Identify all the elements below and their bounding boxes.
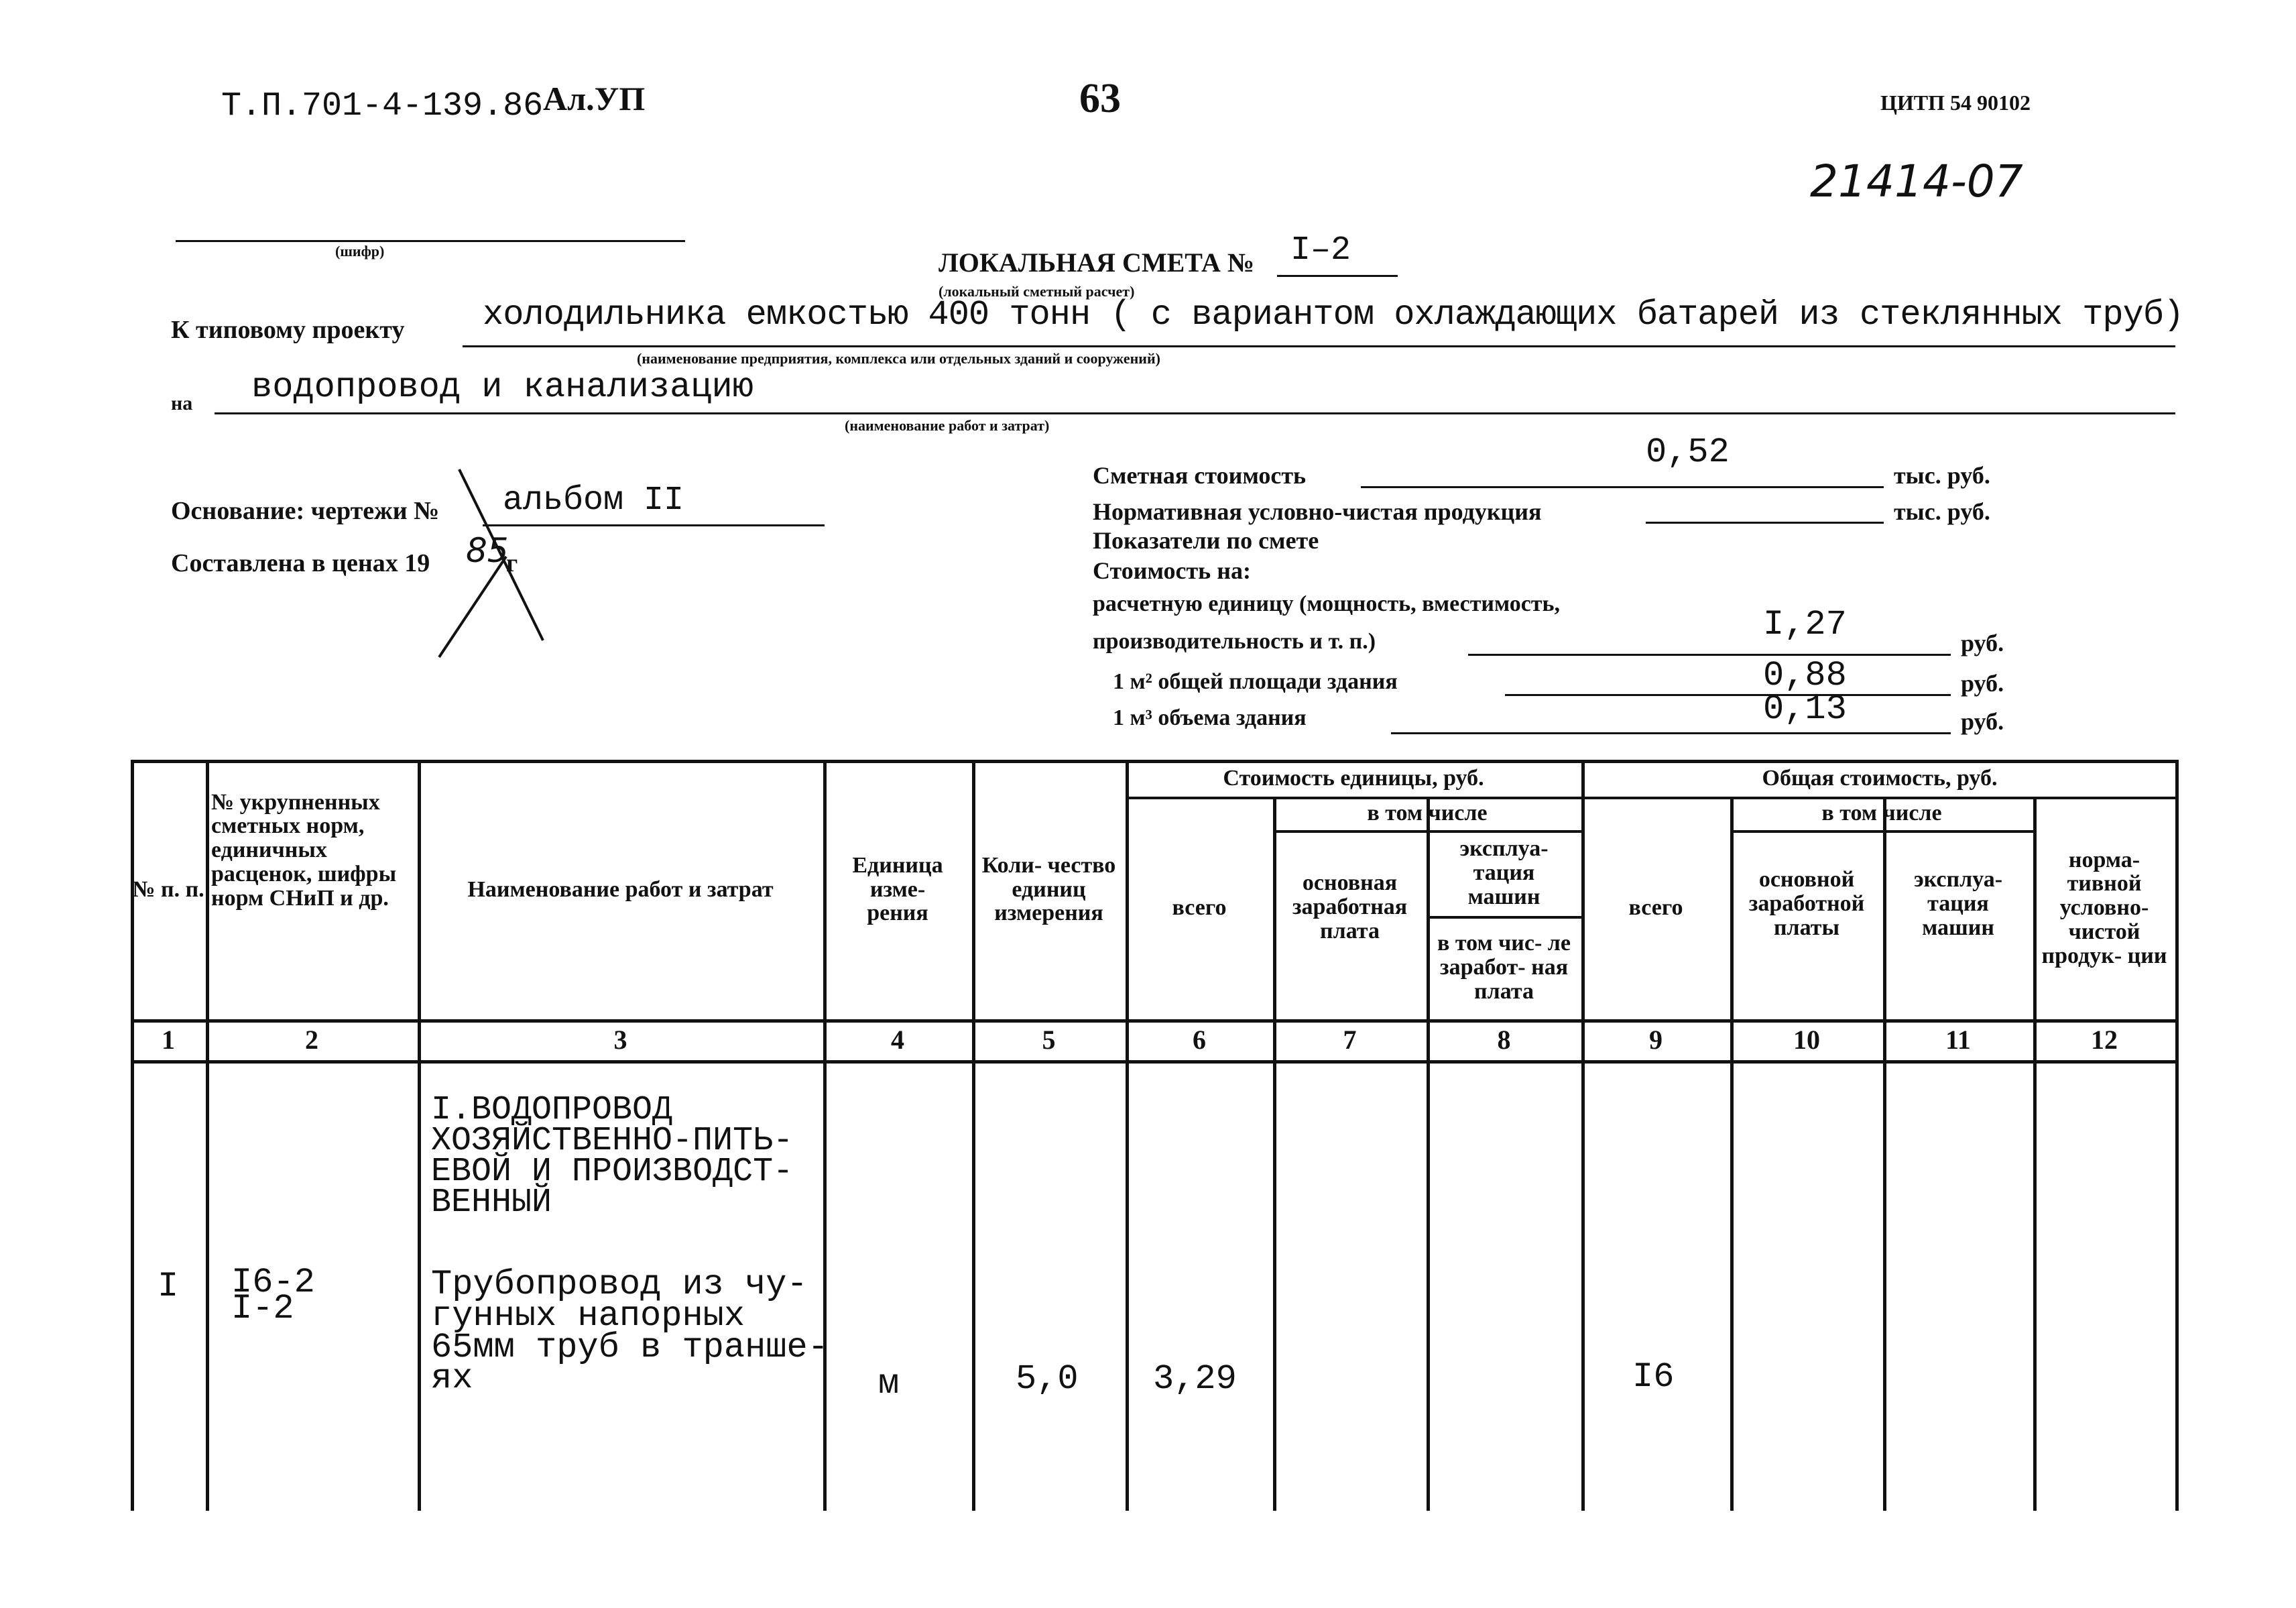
col-header-total: всего <box>1628 895 1683 921</box>
estimate-number: I–2 <box>1290 231 1351 270</box>
col-header-unit-cost-incl: в том числе <box>1367 801 1488 826</box>
area-line <box>1505 694 1951 696</box>
col-number: 9 <box>1649 1025 1663 1055</box>
project-caption: (наименование предприятия, комплекса или отдельных зданий и сооружений) <box>637 350 1160 367</box>
estimated-cost-unit: тыс. руб. <box>1894 462 1990 489</box>
col-header-qty: Коли- чество единиц измерения <box>981 852 1116 926</box>
registry-code: ЦИТП 54 90102 <box>1880 91 2031 115</box>
basis-value: альбом II <box>503 481 684 520</box>
album-label: Ал.УП <box>543 80 646 117</box>
col-header-normative: норма- тивной условно- чистой продук- ции <box>2041 847 2167 968</box>
estimated-cost-label: Сметная стоимость <box>1093 462 1307 489</box>
unit-value: I,27 <box>1763 605 1847 644</box>
col-number: 5 <box>1042 1025 1056 1055</box>
prices-label: Составлена в ценах 19 <box>171 549 430 577</box>
col-number: 11 <box>1945 1025 1971 1055</box>
col-header-unit-total: всего <box>1172 895 1227 921</box>
page-number: 63 <box>1079 76 1121 121</box>
basis-label: Основание: чертежи № <box>171 497 440 525</box>
col-number: 1 <box>162 1025 175 1055</box>
area-label: 1 м² общей площади здания <box>1113 669 1398 694</box>
row-qty: 5,0 <box>1016 1359 1079 1399</box>
strike-mark <box>429 463 550 664</box>
row-total: I6 <box>1632 1357 1675 1397</box>
normative-label: Нормативная условно-чистая продукция <box>1093 498 1542 525</box>
col-number: 2 <box>305 1025 318 1055</box>
cost-on-label: Стоимость на: <box>1093 557 1251 584</box>
col-header-n: № п. п. <box>132 876 204 902</box>
row-number: I <box>158 1267 179 1306</box>
project-label: К типовому проекту <box>171 316 405 344</box>
volume-unit: руб. <box>1961 708 2004 735</box>
estimate-table <box>131 760 2179 1511</box>
col-header-unit-machines: эксплуа- тация машин <box>1459 836 1549 909</box>
volume-value: 0,13 <box>1763 689 1847 729</box>
col-header-total-machines: эксплуа- тация машин <box>1913 867 2003 940</box>
row-norm: I6-2 I-2 <box>231 1263 315 1328</box>
normative-unit: тыс. руб. <box>1894 498 1990 525</box>
project-line <box>463 345 2175 347</box>
col-number: 6 <box>1193 1025 1206 1055</box>
estimate-title: ЛОКАЛЬНАЯ СМЕТА № <box>939 247 1255 278</box>
col-number: 7 <box>1343 1025 1357 1055</box>
project-value: холодильника емкостью 400 тонн ( с вариантом охлаждающих батарей из стеклянных труб) <box>483 295 2184 335</box>
col-header-total-wages: основной заработной платы <box>1748 867 1865 940</box>
area-value: 0,88 <box>1763 656 1847 695</box>
estimate-number-line <box>1277 275 1398 277</box>
estimated-cost-value: 0,52 <box>1646 433 1730 472</box>
unit-unit: руб. <box>1961 630 2004 656</box>
on-line <box>215 412 2175 414</box>
col-header-unit-machines-wages: в том чис- ле заработ- ная плата <box>1437 931 1571 1004</box>
col-header-total-cost: Общая стоимость, руб. <box>1762 765 1998 791</box>
cipher-caption: (шифр) <box>335 243 385 260</box>
col-number: 4 <box>891 1025 904 1055</box>
area-unit: руб. <box>1961 670 2004 697</box>
col-number: 3 <box>613 1025 627 1055</box>
col-header-unit: Единица изме- рения <box>852 852 943 926</box>
table-numbers-bottom-line <box>131 1060 2179 1064</box>
estimated-cost-line <box>1361 486 1884 488</box>
col-header-norms: № укрупненных сметных норм, единичных расценок, шифры норм СНиП и др. <box>211 789 397 911</box>
col-header-total-cost-incl: в том числе <box>1821 801 1942 826</box>
volume-line <box>1391 732 1951 734</box>
prices-suffix: г <box>506 549 518 577</box>
indicators-label: Показатели по смете <box>1093 527 1319 554</box>
row-unit-total: 3,29 <box>1153 1359 1237 1399</box>
unit-label-2: производительность и т. п.) <box>1093 629 1376 654</box>
handwritten-number: 21414-07 <box>1810 156 2023 207</box>
col-header-unit-wages: основная заработная плата <box>1292 870 1408 943</box>
estimate-caption: (локальный сметный расчет) <box>939 283 1135 300</box>
col-number: 12 <box>2091 1025 2118 1055</box>
normative-line <box>1646 522 1884 524</box>
col-header-name: Наименование работ и затрат <box>467 876 774 902</box>
on-label: на <box>171 392 193 414</box>
col-header-unit-cost: Стоимость единицы, руб. <box>1223 765 1484 791</box>
prices-year: 85 <box>466 531 509 570</box>
row-unit: м <box>878 1364 900 1403</box>
volume-label: 1 м³ объема здания <box>1113 705 1307 730</box>
col-number: 10 <box>1793 1025 1820 1055</box>
on-caption: (наименование работ и затрат) <box>845 417 1050 434</box>
cipher-line <box>176 240 685 242</box>
unit-line <box>1468 654 1951 656</box>
col-number: 8 <box>1497 1025 1511 1055</box>
row-name: Трубопровод из чу- гунных напорных 65мм труб в транше- ях <box>431 1265 829 1399</box>
unit-label-1: расчетную единицу (мощность, вместимость, <box>1093 591 1560 616</box>
on-value: водопровод и канализацию <box>251 367 753 407</box>
project-code: Т.П.701-4-139.86 <box>221 87 544 125</box>
section-title: I.ВОДОПРОВОД ХОЗЯЙСТВЕННО-ПИТЬ- ЕВОЙ И ПРОИЗВОДСТ- ВЕННЫЙ <box>431 1091 794 1222</box>
